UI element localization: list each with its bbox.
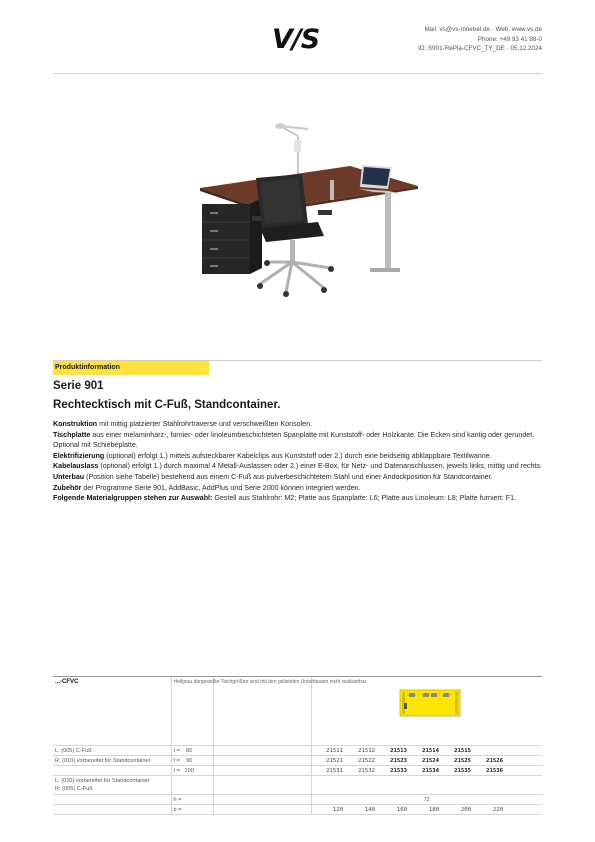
desc-paragraph bbox=[53, 483, 543, 494]
width-value: 200 bbox=[442, 805, 474, 815]
header-divider bbox=[53, 73, 542, 74]
desc-key: Tischplatte bbox=[53, 430, 91, 439]
table-row bbox=[53, 795, 542, 805]
dim-label bbox=[171, 766, 213, 776]
article-number: 21533 bbox=[378, 766, 410, 776]
desc-key: Konstruktion bbox=[53, 420, 98, 428]
desc-key: Zubehör bbox=[53, 483, 82, 492]
config-b-line1: L: (010) vorbereitet für Standcontainer bbox=[55, 778, 150, 784]
desc-key: Unterbau bbox=[53, 472, 85, 481]
desc-paragraph bbox=[53, 451, 543, 462]
desc-text: der Programme Serie 901, AddBasic, AddPlus und Serie 2000 können integriert werden. bbox=[81, 483, 361, 492]
contact-mail-web: Mail: vs@vs-moebel.de · Web: www.vs.de bbox=[424, 26, 542, 33]
desc-text: (optional) erfolgt 1.) durch maximal 4 Metall-Auslassen oder 2.) einer E-Box, für Netz- und Datenanschlussen, jeweils links, mittig und rechts. bbox=[98, 462, 542, 471]
article-number bbox=[474, 746, 506, 756]
empty-cell bbox=[213, 677, 311, 746]
series-title: Serie 901 bbox=[53, 380, 104, 392]
empty-cell bbox=[53, 795, 171, 805]
article-number: 21521 bbox=[311, 756, 346, 766]
desc-paragraph bbox=[53, 419, 543, 430]
article-number: 21536 bbox=[474, 766, 506, 776]
desc-paragraph bbox=[53, 430, 543, 451]
article-number: 21524 bbox=[410, 756, 442, 766]
empty-cell bbox=[213, 766, 311, 776]
desc-key: Elektrifizierung bbox=[53, 451, 105, 460]
contact-block bbox=[418, 25, 542, 54]
width-label: b = bbox=[171, 805, 213, 815]
article-number: 21514 bbox=[410, 746, 442, 756]
product-image bbox=[190, 112, 422, 298]
table-row bbox=[53, 776, 542, 795]
empty-cell bbox=[213, 756, 311, 766]
empty-cell bbox=[506, 746, 542, 756]
empty-cell bbox=[171, 776, 213, 795]
desc-text: (optional) erfolgt 1.) mittels aufsteckbarer Kabelclips aus Kunststoff oder 2.) durch eine beidseitig abklappbare Textilwanne. bbox=[104, 451, 492, 460]
vs-logo: V/S bbox=[272, 24, 320, 55]
desc-paragraph bbox=[53, 472, 543, 483]
dim-label bbox=[171, 746, 213, 756]
dim-t-value: 100 bbox=[184, 767, 194, 774]
article-number: 21535 bbox=[442, 766, 474, 776]
empty-cell bbox=[506, 805, 542, 815]
dim-t: t = bbox=[173, 757, 180, 764]
dim-t: t = bbox=[173, 747, 180, 754]
article-number: 21534 bbox=[410, 766, 442, 776]
empty-cell bbox=[213, 805, 311, 815]
dim-label bbox=[171, 756, 213, 766]
dim-t: t = bbox=[173, 767, 180, 774]
empty-cell bbox=[213, 776, 311, 795]
desc-key: Folgende Materialgruppen stehen zur Auswahl: bbox=[53, 494, 213, 503]
product-subtitle: Rechtecktisch mit C-Fuß, Standcontainer. bbox=[53, 399, 281, 411]
table-layout-diagram bbox=[399, 689, 461, 717]
config-b-line2: R: (005) C-Fuß bbox=[55, 786, 93, 792]
article-number: 21511 bbox=[311, 746, 346, 756]
contact-phone: Phone: +49 93 41 88-0 bbox=[477, 35, 542, 43]
standcontainer bbox=[202, 198, 262, 274]
width-value: 220 bbox=[474, 805, 506, 815]
dim-t-value: 90 bbox=[186, 757, 193, 764]
article-number: 21512 bbox=[346, 746, 378, 756]
table-row bbox=[53, 756, 542, 766]
height-value: 72 bbox=[311, 795, 542, 805]
desc-paragraph bbox=[53, 461, 543, 472]
article-number: 21531 bbox=[311, 766, 346, 776]
article-number: 21532 bbox=[346, 766, 378, 776]
desc-text: Gestell aus Stahlrohr: M2; Platte aus Spanplatte: L6; Platte aus Linoleum: L8; Platte furniert: F1. bbox=[212, 494, 516, 503]
table-note: Hellgrau dargestellte Tischgrößen sind mit den gelisteten Unterbauten nicht realisierbar. bbox=[171, 677, 213, 746]
desc-text: (Position siehe Tabelle) bestehend aus einem C-Fuß aus pulverbeschichtetem Stahl und einer Andockposition für Standcontainer. bbox=[84, 472, 493, 481]
article-number: 21515 bbox=[442, 746, 474, 756]
empty-cell bbox=[53, 766, 171, 776]
document-id: ID: S901-RePla-CFVC_TY_DE · 05.12.2024 bbox=[418, 45, 542, 53]
config-b bbox=[53, 776, 171, 795]
article-number: 21523 bbox=[378, 756, 410, 766]
table-row bbox=[53, 746, 542, 756]
table-code: ...-CFVC bbox=[53, 677, 171, 746]
desc-key: Kabelauslass bbox=[53, 462, 99, 471]
config-a-line1: L: (005) C-Fuß bbox=[53, 746, 171, 756]
dim-t-value: 80 bbox=[186, 747, 193, 754]
article-number: 21525 bbox=[442, 756, 474, 766]
config-a-line2: R: (010) vorbereitet für Standcontainer bbox=[53, 756, 171, 766]
empty-cell bbox=[213, 795, 311, 805]
desc-text: mit mittig platzierter Stahlrohrtraverse und verschweißten Konsolen. bbox=[97, 420, 313, 428]
empty-cell bbox=[53, 805, 171, 815]
desc-text: aus einer melaminharz-, furnier- oder linoleumbeschichteten Spanplatte mit Kunststoff- oder Holzkante. Die Ecken sind kantig oder gerundet. Optional mit Schiebeplatte. bbox=[53, 430, 535, 450]
desc-paragraph bbox=[53, 493, 543, 504]
section-tag: Produktinformation bbox=[53, 361, 209, 375]
width-value: 180 bbox=[410, 805, 442, 815]
price-table bbox=[53, 676, 542, 815]
article-number: 21522 bbox=[346, 756, 378, 766]
empty-cell bbox=[506, 766, 542, 776]
table-row bbox=[53, 766, 542, 776]
height-label: h = bbox=[171, 795, 213, 805]
article-number: 21526 bbox=[474, 756, 506, 766]
width-value: 120 bbox=[311, 805, 346, 815]
width-value: 140 bbox=[346, 805, 378, 815]
table-row bbox=[53, 805, 542, 815]
article-number: 21513 bbox=[378, 746, 410, 756]
empty-cell bbox=[213, 746, 311, 756]
width-value: 160 bbox=[378, 805, 410, 815]
empty-cell bbox=[506, 756, 542, 766]
product-description bbox=[53, 419, 543, 504]
empty-cell bbox=[311, 776, 542, 795]
